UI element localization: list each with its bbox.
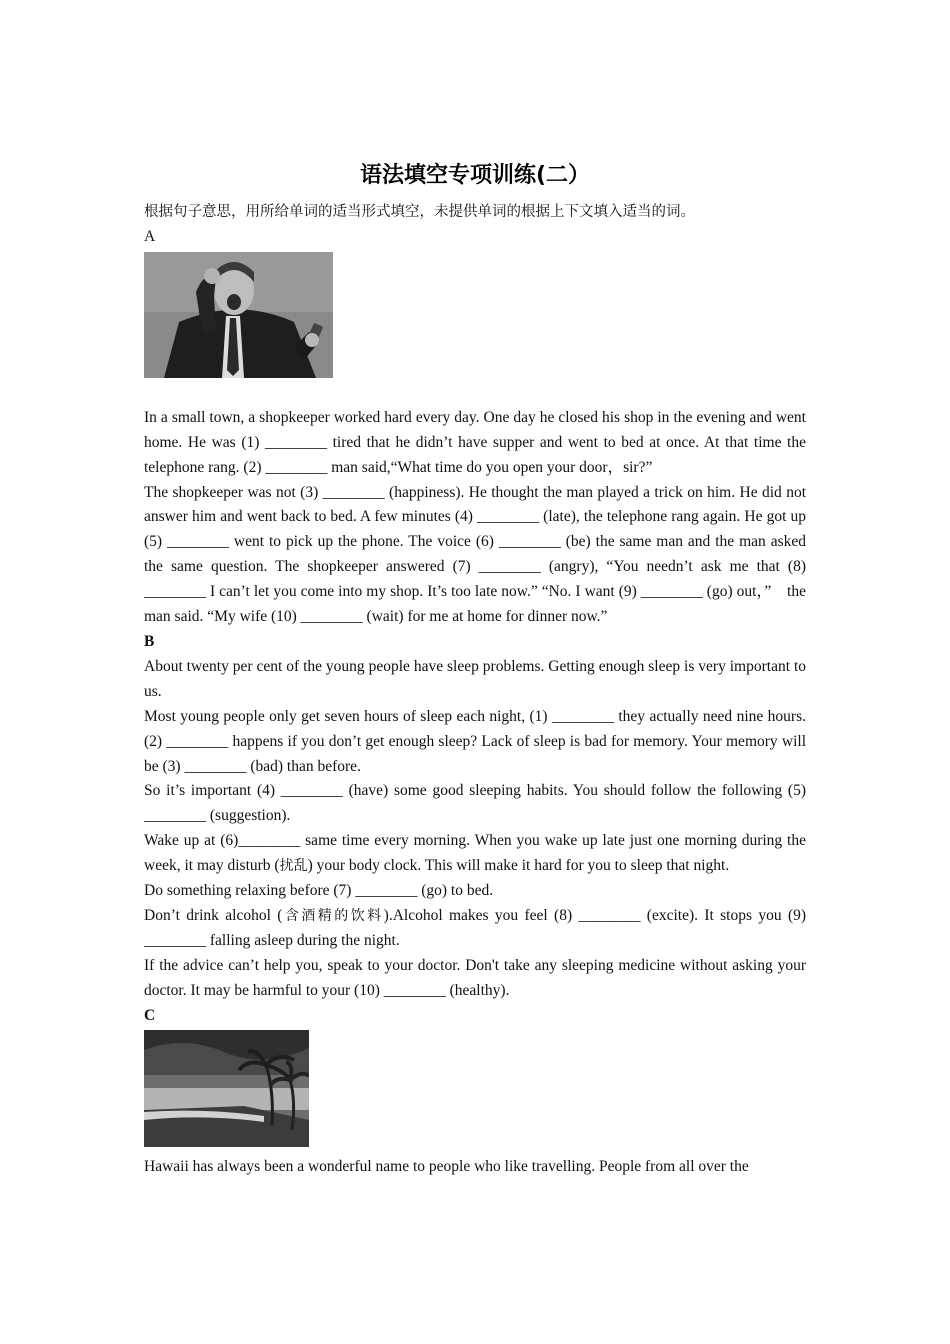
section-a-paragraph-2: The shopkeeper was not (3) ________ (happiness). He thought the man played a trick on him. He did not answer him and went back to bed. A few minutes (4) ________ (late), the telephone rang again. He got up (5) ________ went to pick up the phone. The voice (6) ________ (be) the same man and the man asked the same question. The shopkeeper answered (7) ________ (angry), “You needn’t ask me that (8) ________ I can’t let you come into my shop. It’s too late now.” “No. I want (9) ________ (go) out，” the man said. “My wife (10) ________ (wait) for me at home for dinner now.” bbox=[144, 483, 806, 626]
section-c-label: C bbox=[144, 1006, 156, 1024]
beach-palm-image bbox=[144, 1030, 309, 1147]
section-b-paragraph-6-text-2: ).Alcohol makes you feel (8) ________ (excite). It stops you (9) ________ falling asleep during the night. bbox=[144, 906, 807, 949]
section-b-paragraph-4-text-2: ) your body clock. This will make it hard for you to sleep that night. bbox=[307, 857, 730, 875]
section-b-label: B bbox=[144, 632, 155, 650]
section-b-paragraph-7: If the advice can’t help you, speak to your doctor. Don't take any sleeping medicine without asking your doctor. It may be harmful to your (10) ________ (healthy). bbox=[144, 956, 806, 999]
instructions: 根据句子意思，用所给单词的适当形式填空，未提供单词的根据上下文填入适当的词。 bbox=[144, 204, 695, 220]
document-body bbox=[144, 200, 806, 1180]
section-b-paragraph-5: Do something relaxing before (7) ________ (go) to bed. bbox=[144, 882, 494, 900]
section-a-paragraph-1: In a small town, a shopkeeper worked hard every day. One day he closed his shop in the evening and went home. He was (1) ________ tired that he didn’t have supper and went to bed at once. At that time the telephone rang. (2) ________ man said,“What time do you open your door，sir?” bbox=[144, 408, 806, 476]
shouting-man-image bbox=[144, 252, 333, 378]
section-b-paragraph-6-chinese-gloss: 含酒精的饮料 bbox=[282, 907, 384, 924]
section-b-paragraph-6-text-1: Don’t drink alcohol ( bbox=[144, 906, 283, 924]
section-b-paragraph-6 bbox=[144, 904, 806, 954]
section-b-paragraph-4-chinese-gloss: 扰乱 bbox=[279, 858, 308, 875]
section-b-paragraph-2: Most young people only get seven hours of sleep each night, (1) ________ they actually need nine hours. (2) ________ happens if you don’t get enough sleep? Lack of sleep is bad for memory. Your memory will be (3) ________ (bad) than before. bbox=[144, 707, 806, 775]
section-a-photo bbox=[144, 252, 333, 378]
section-c-paragraph-1: Hawaii has always been a wonderful name to people who like travelling. People from all over the bbox=[144, 1158, 749, 1176]
section-b-paragraph-4 bbox=[144, 829, 806, 879]
section-b-paragraph-1: About twenty per cent of the young people have sleep problems. Getting enough sleep is very important to us. bbox=[144, 657, 806, 700]
section-c-photo bbox=[144, 1030, 309, 1147]
section-a-label: A bbox=[144, 227, 156, 245]
section-b-paragraph-3: So it’s important (4) ________ (have) some good sleeping habits. You should follow the following (5) ________ (suggestion). bbox=[144, 782, 806, 825]
page-title: 语法填空专项训练(二） bbox=[359, 163, 591, 188]
section-b-paragraph-4-text-1: Wake up at (6)________ same time every morning. When you wake up late just one morning during the week, it may disturb ( bbox=[144, 832, 806, 875]
